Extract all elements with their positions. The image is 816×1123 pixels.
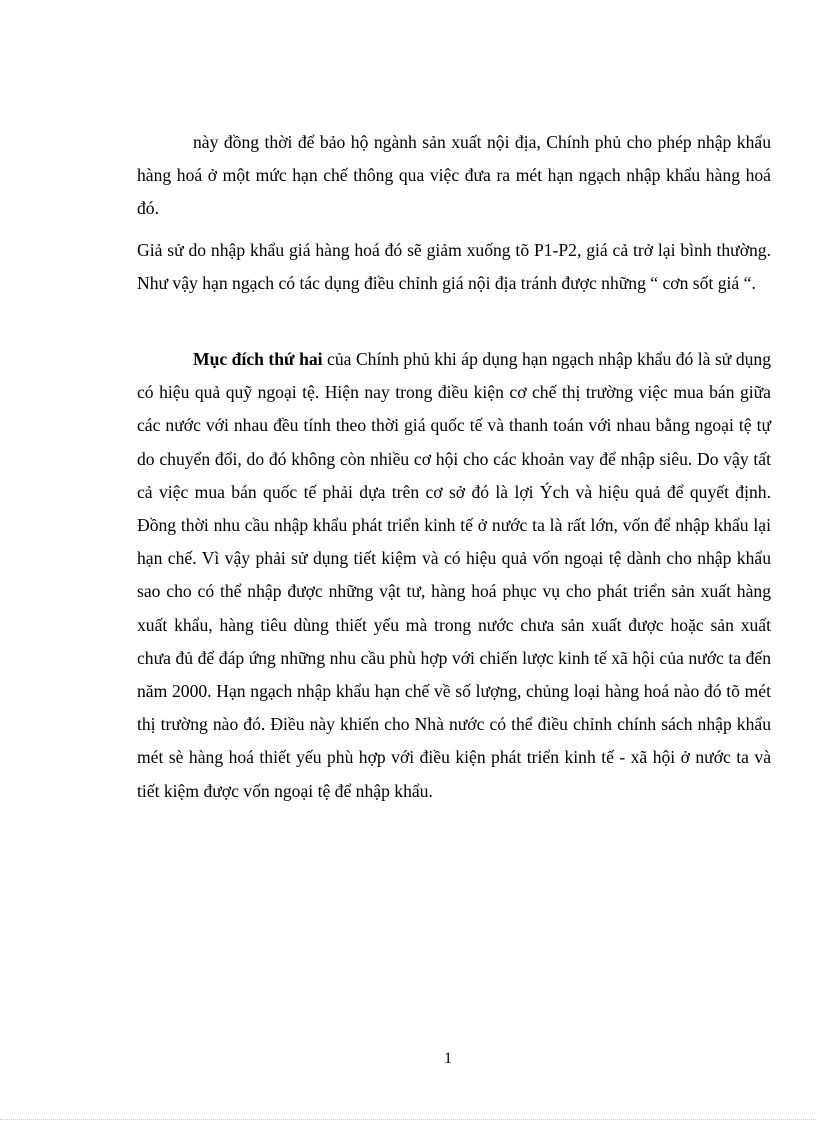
paragraph-second-purpose — [137, 343, 771, 808]
paragraph-import-protection: này đồng thời để bảo hộ ngành sản xuất nội địa, Chính phủ cho phép nhập khẩu hàng hoá ở một mức hạn chế thông qua việc đưa ra mét hạn ngạch nhập khẩu hàng hoá đó. — [137, 132, 771, 219]
paragraph-bold-lead: Mục đích thứ hai — [193, 349, 323, 369]
paragraph-body-text: của Chính phủ khi áp dụng hạn ngạch nhập khẩu đó là sử dụng có hiệu quả quỹ ngoại tệ. Hiện nay trong điều kiện cơ chế thị trường việc mua bán giữa các nước với nhau đều tính theo thời giá quốc tế và thanh toán với nhau bằng ngoại tệ tự do chuyển đổi, do đó không còn nhiều cơ hội cho các khoản vay để nhập siêu. Do vậy tất cả việc mua bán quốc tế phải dựa trên cơ sở đó là lợi Ých và hiệu quả để quyết định. Đồng thời nhu cầu nhập khẩu phát triển kinh tế ở nước ta là rất lớn, vốn để nhập khẩu lại hạn chế. Vì vậy phải sử dụng tiết kiệm và có hiệu quả vốn ngoại tệ dành cho nhập khẩu sao cho có thể nhập được những vật tư, hàng hoá phục vụ cho phát triển sản xuất hàng xuất khẩu, hàng tiêu dùng thiết yếu mà trong nước chưa sản xuất được hoặc sản xuất chưa đủ để đáp ứng những nhu cầu phù hợp với chiến lược kinh tế xã hội của nước ta đến năm 2000. Hạn ngạch nhập khẩu hạn chế về số lượng, chủng loại hàng hoá nào đó tõ mét thị trường nào đó. Điều này khiến cho Nhà nước có thể điều chỉnh chính sách nhập khẩu mét sè hàng hoá thiết yếu phù hợp với điều kiện phát triển kinh tế - xã hội ở nước ta và tiết kiệm được vốn ngoại tệ để nhập khẩu. — [137, 349, 772, 801]
page-number: 1 — [444, 1050, 452, 1067]
paragraph-price-regulation: Giả sử do nhập khẩu giá hàng hoá đó sẽ giảm xuống tõ P1-P2, giá cả trở lại bình thường. Như vậy hạn ngạch có tác dụng điều chỉnh giá nội địa tránh được những “ cơn sốt giá “. — [137, 240, 771, 294]
page-bottom-divider — [0, 1119, 816, 1120]
